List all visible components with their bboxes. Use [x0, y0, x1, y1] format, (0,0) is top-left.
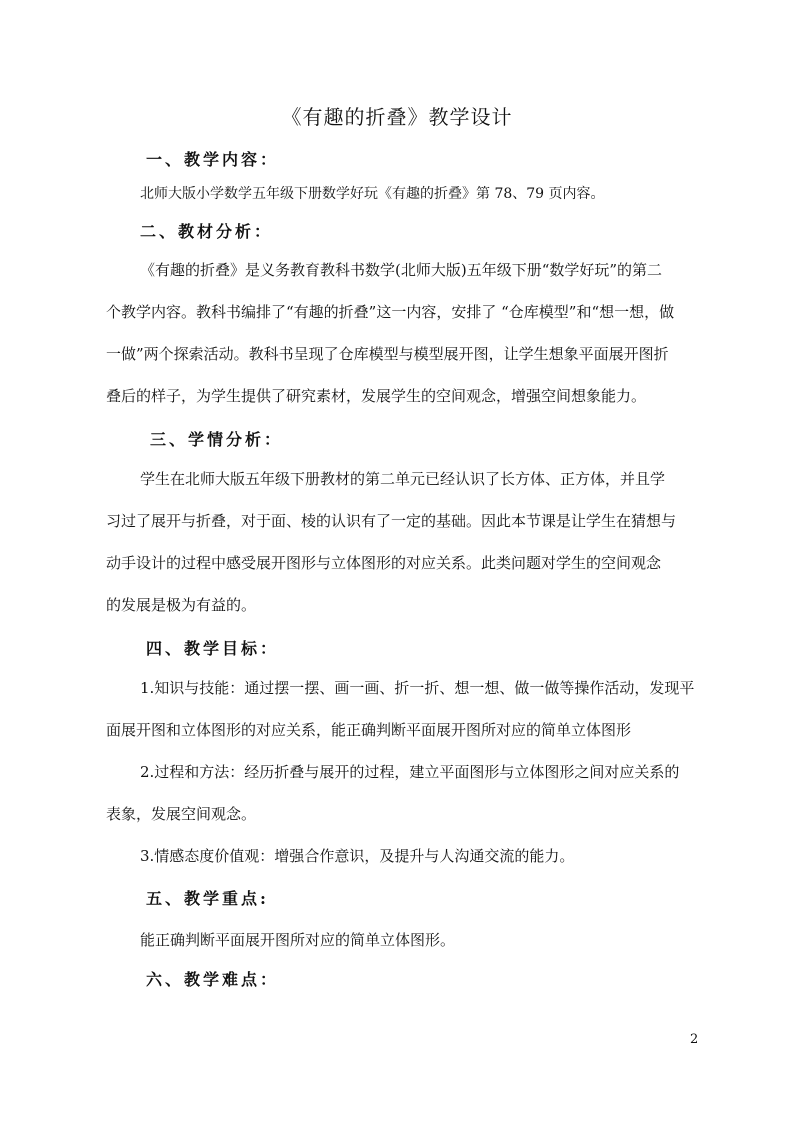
paragraph-line: 动手设计的过程中感受展开图形与立体图形的对应关系。此类问题对学生的空间观念: [106, 554, 662, 572]
section-heading-content: 一、教学内容：: [146, 150, 280, 169]
section-heading-objectives: 四、教学目标：: [146, 639, 280, 658]
paragraph-line: 叠后的样子，为学生提供了研究素材，发展学生的空间观念，增强空间想象能力。: [106, 387, 647, 405]
section-heading-difficulties: 六、教学难点：: [146, 970, 280, 989]
paragraph-line: 1.知识与技能：通过摆一摆、画一画、折一折、想一想、做一做等操作活动，发现平: [140, 679, 695, 697]
paragraph-line: 习过了展开与折叠，对于面、棱的认识有了一定的基础。因此本节课是让学生在猜想与: [106, 512, 677, 530]
paragraph-line: 个教学内容。教科书编排了“有趣的折叠”这一内容，安排了 “仓库模型”和“想一想，做: [106, 303, 675, 321]
paragraph-line: 表象，发展空间观念。: [106, 805, 257, 823]
paragraph-line: 学生在北师大版五年级下册教材的第二单元已经认识了长方体、正方体，并且学: [140, 470, 666, 488]
paragraph-line: 能正确判断平面展开图所对应的简单立体图形。: [140, 931, 456, 949]
section-heading-material-analysis: 二、教材分析：: [140, 222, 274, 241]
section-heading-student-analysis: 三、学情分析：: [150, 430, 284, 449]
paragraph-line: 一做”两个探索活动。教科书呈现了仓库模型与模型展开图，让学生想象平面展开图折: [106, 345, 669, 363]
paragraph-line: 北师大版小学数学五年级下册数学好玩《有趣的折叠》第 78、79 页内容。: [140, 186, 605, 202]
paragraph-line: 2.过程和方法：经历折叠与展开的过程，建立平面图形与立体图形之间对应关系的: [140, 763, 680, 781]
page-number: 2: [690, 1032, 699, 1047]
section-heading-key-points: 五、教学重点:: [146, 889, 269, 908]
paragraph-line: 《有趣的折叠》是义务教育教科书数学(北师大版)五年级下册“数学好玩”的第二: [140, 261, 663, 279]
paragraph-line: 3.情感态度价值观：增强合作意识，及提升与人沟通交流的能力。: [140, 847, 575, 865]
paragraph-line: 的发展是极为有益的。: [106, 596, 257, 614]
page-title: 《有趣的折叠》教学设计: [281, 105, 513, 129]
paragraph-line: 面展开图和立体图形的对应关系，能正确判断平面展开图所对应的简单立体图形: [106, 721, 632, 739]
